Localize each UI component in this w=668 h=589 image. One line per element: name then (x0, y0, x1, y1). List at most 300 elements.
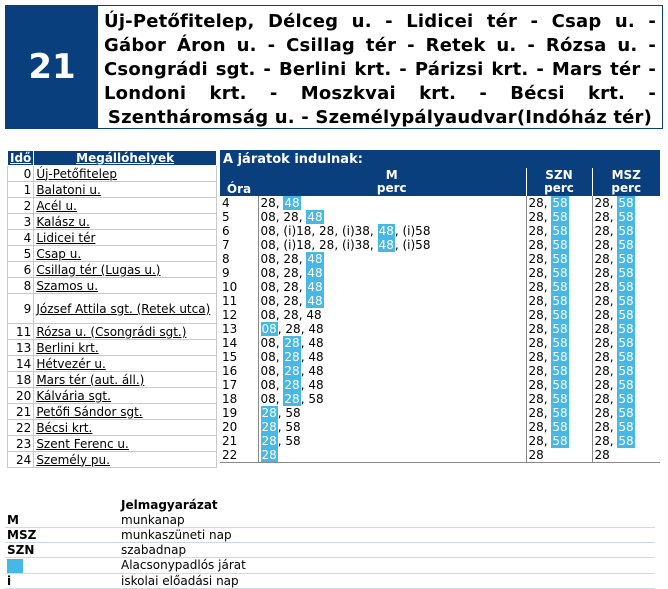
stop-link[interactable]: Csap u. (34, 246, 217, 262)
low-floor-departure-minute: 28 (284, 392, 300, 406)
minute-separator: , (543, 420, 552, 434)
departures-msz-cell (592, 210, 660, 224)
minute-separator: , (369, 224, 378, 238)
departures-szn-cell (526, 294, 592, 308)
legend-row (5, 573, 655, 588)
stop-link[interactable]: Petőfi Sándor sgt. (34, 404, 217, 420)
departure-minute: 28 (528, 448, 544, 462)
departures-m-cell (258, 224, 526, 238)
low-floor-departure-minute: 58 (618, 308, 634, 322)
low-floor-departure-minute: 58 (618, 336, 634, 350)
departure-row (220, 322, 660, 336)
col-m-label: M (385, 168, 398, 182)
departures-szn-cell (526, 280, 592, 294)
minute-separator: , (298, 266, 307, 280)
departure-row (220, 420, 660, 434)
departure-row (220, 448, 660, 463)
departure-minute: 28 (594, 392, 610, 406)
low-floor-departure-minute: 58 (618, 364, 634, 378)
low-floor-departure-minute: 58 (618, 238, 634, 252)
low-floor-departure-minute: 28 (261, 420, 277, 434)
minute-separator: , (275, 238, 284, 252)
minute-separator: , (609, 252, 618, 266)
departure-row (220, 434, 660, 448)
stop-time: 5 (8, 246, 34, 262)
departure-hour: 13 (220, 322, 258, 336)
minute-separator: , (609, 420, 618, 434)
low-floor-departure-minute: 58 (618, 252, 634, 266)
departures-szn-cell (526, 392, 592, 406)
legend (5, 497, 655, 589)
minute-separator: , (609, 406, 618, 420)
stop-time: 2 (8, 198, 34, 214)
departures-szn-cell (526, 266, 592, 280)
minute-separator: , (543, 266, 552, 280)
stop-link[interactable]: Lidicei tér (34, 230, 217, 246)
low-floor-departure-minute: 28 (284, 378, 300, 392)
departure-minute: 48 (308, 336, 324, 350)
legend-key (5, 558, 119, 574)
departure-minute: 28 (528, 392, 544, 406)
departures-szn-cell (526, 252, 592, 266)
departures-msz-cell (592, 448, 660, 463)
legend-key: SZN (5, 543, 119, 558)
departure-row (220, 336, 660, 350)
stop-row (8, 246, 217, 262)
stop-row (8, 166, 217, 182)
departure-minute: 28 (260, 196, 276, 210)
departures-m-cell (258, 322, 526, 336)
stop-row (8, 372, 217, 388)
departures-szn-cell (526, 420, 592, 434)
minute-separator: , (277, 406, 286, 420)
minute-separator: , (275, 378, 284, 392)
departures-msz-cell (592, 294, 660, 308)
low-floor-departure-minute: 58 (552, 210, 568, 224)
departures-msz-cell (592, 224, 660, 238)
minute-separator: , (609, 294, 618, 308)
departures-msz-cell (592, 238, 660, 252)
departure-row (220, 378, 660, 392)
departure-hour: 7 (220, 238, 258, 252)
departures-m-cell (258, 378, 526, 392)
minute-separator: , (609, 266, 618, 280)
departure-hour: 20 (220, 420, 258, 434)
departure-minute: 08 (260, 266, 276, 280)
departure-minute: 28 (528, 210, 544, 224)
departure-minute: 28 (594, 196, 610, 210)
stop-time: 23 (8, 436, 34, 452)
stop-row (8, 436, 217, 452)
departure-minute: 28 (594, 224, 610, 238)
stop-link[interactable]: Hétvezér u. (34, 356, 217, 372)
departure-minute: 28 (594, 420, 610, 434)
low-floor-departure-minute: 58 (552, 420, 568, 434)
stop-row (8, 294, 217, 324)
departure-minute: 48 (306, 308, 322, 322)
departure-minute: 28 (283, 210, 299, 224)
minute-separator: , (300, 364, 309, 378)
departure-row (220, 308, 660, 322)
minute-separator: , (275, 196, 284, 210)
departure-minute: 28 (594, 252, 610, 266)
stop-link[interactable]: Balatoni u. (34, 182, 217, 198)
minute-separator: , (298, 210, 307, 224)
departure-minute: 28 (528, 224, 544, 238)
legend-key: M (5, 513, 119, 528)
minute-separator: , (311, 224, 320, 238)
departure-minute: 08 (260, 252, 276, 266)
stop-link[interactable]: Kálvária sgt. (34, 388, 217, 404)
departure-minute: 28 (528, 294, 544, 308)
stop-row (8, 182, 217, 198)
stop-row (8, 262, 217, 278)
low-floor-departure-minute: 58 (552, 322, 568, 336)
stop-time: 9 (8, 294, 34, 324)
departure-minute: (i)58 (402, 224, 431, 238)
legend-body (5, 513, 655, 588)
departure-hour: 9 (220, 266, 258, 280)
departures-szn-cell (526, 308, 592, 322)
low-floor-departure-minute: 58 (552, 364, 568, 378)
legend-desc: iskolai előadási nap (119, 573, 655, 588)
stop-row (8, 278, 217, 294)
stops-table (7, 150, 217, 468)
low-floor-departure-minute: 48 (284, 196, 300, 210)
low-floor-departure-minute: 58 (552, 266, 568, 280)
minute-separator: , (275, 364, 284, 378)
departure-minute: 28 (594, 322, 610, 336)
minute-separator: , (275, 224, 284, 238)
col-szn (526, 168, 592, 196)
departures-szn-cell (526, 406, 592, 420)
legend-row (5, 528, 655, 543)
departure-hour: 18 (220, 392, 258, 406)
stop-time: 13 (8, 340, 34, 356)
departures-m-cell (258, 294, 526, 308)
departures-m-cell (258, 336, 526, 350)
departure-row (220, 252, 660, 266)
low-floor-departure-minute: 48 (307, 294, 323, 308)
low-floor-departure-minute: 58 (618, 294, 634, 308)
departure-minute: 28 (528, 350, 544, 364)
departures-m-cell (258, 280, 526, 294)
stop-time: 6 (8, 262, 34, 278)
stop-row (8, 214, 217, 230)
departure-minute: 58 (285, 434, 301, 448)
departure-minute: (i)18 (283, 224, 312, 238)
low-floor-departure-minute: 48 (307, 266, 323, 280)
departure-minute: 28 (594, 350, 610, 364)
low-floor-departure-minute: 58 (618, 350, 634, 364)
stop-link[interactable]: Kalász u. (34, 214, 217, 230)
stop-row (8, 198, 217, 214)
stop-time: 24 (8, 452, 34, 468)
minute-separator: , (609, 280, 618, 294)
stop-link[interactable]: Személy pu. (34, 452, 217, 468)
low-floor-departure-minute: 08 (261, 322, 277, 336)
low-floor-departure-minute: 58 (552, 350, 568, 364)
low-floor-departure-minute: 58 (552, 224, 568, 238)
departure-hour: 10 (220, 280, 258, 294)
minute-separator: , (543, 336, 552, 350)
low-floor-departure-minute: 28 (261, 434, 277, 448)
departures-msz-cell (592, 280, 660, 294)
minute-separator: , (543, 406, 552, 420)
minute-separator: , (275, 294, 284, 308)
minute-separator: , (394, 224, 403, 238)
departures-m-cell (258, 238, 526, 252)
departure-minute: 08 (260, 364, 276, 378)
departure-minute: 28 (283, 252, 299, 266)
minute-separator: , (543, 238, 552, 252)
minute-separator: , (298, 252, 307, 266)
departure-hour: 14 (220, 336, 258, 350)
low-floor-departure-minute: 28 (261, 406, 277, 420)
departure-minute: 08 (260, 378, 276, 392)
stop-link[interactable]: Szent Ferenc u. (34, 436, 217, 452)
departure-minute: 28 (528, 308, 544, 322)
departure-minute: 28 (319, 224, 335, 238)
legend-title: Jelmagyarázat (121, 498, 218, 512)
minute-separator: , (311, 238, 320, 252)
departure-minute: 28 (285, 322, 301, 336)
departure-minute: 28 (594, 294, 610, 308)
departure-minute: 08 (260, 210, 276, 224)
departures-title: A járatok indulnak: (220, 150, 660, 168)
departure-minute: 58 (285, 420, 301, 434)
stop-time: 22 (8, 420, 34, 436)
low-floor-departure-minute: 58 (618, 196, 634, 210)
departures-m-cell (258, 448, 526, 463)
departures-szn-cell (526, 196, 592, 210)
low-floor-departure-minute: 58 (552, 294, 568, 308)
departure-minute: 28 (528, 322, 544, 336)
departure-minute: 28 (528, 238, 544, 252)
minute-separator: , (543, 378, 552, 392)
minute-separator: , (277, 420, 286, 434)
col-msz (592, 168, 660, 196)
low-floor-departure-minute: 58 (552, 392, 568, 406)
departure-minute: 28 (594, 280, 610, 294)
stop-time: 20 (8, 388, 34, 404)
departure-minute: 28 (594, 238, 610, 252)
legend-row (5, 558, 655, 574)
departures-msz-cell (592, 378, 660, 392)
departures-szn-cell (526, 322, 592, 336)
minute-separator: , (275, 336, 284, 350)
legend-key: i (5, 573, 119, 588)
departure-minute: 28 (594, 378, 610, 392)
departure-minute: 28 (594, 406, 610, 420)
departure-hour: 19 (220, 406, 258, 420)
low-floor-departure-minute: 48 (307, 210, 323, 224)
minute-separator: , (543, 224, 552, 238)
low-floor-departure-minute: 58 (618, 210, 634, 224)
departure-minute: 28 (594, 434, 610, 448)
minute-separator: , (543, 364, 552, 378)
departure-row (220, 266, 660, 280)
departure-hour: 16 (220, 364, 258, 378)
minute-separator: , (275, 210, 284, 224)
departure-minute: 28 (528, 364, 544, 378)
departures-m-cell (258, 420, 526, 434)
departure-minute: 28 (594, 364, 610, 378)
departure-minute: 28 (283, 308, 299, 322)
minute-separator: , (543, 392, 552, 406)
low-floor-departure-minute: 48 (307, 280, 323, 294)
minute-separator: , (543, 294, 552, 308)
stop-time: 1 (8, 182, 34, 198)
low-floor-departure-minute: 58 (618, 224, 634, 238)
departure-minute: (i)38 (341, 224, 370, 238)
departures-msz-cell (592, 196, 660, 210)
departure-hour: 11 (220, 294, 258, 308)
stop-link[interactable]: Csillag tér (Lugas u.) (34, 262, 217, 278)
minute-separator: , (609, 210, 618, 224)
departure-hour: 15 (220, 350, 258, 364)
departure-minute: 28 (283, 294, 299, 308)
stop-link[interactable]: Új-Petőfitelep (34, 166, 217, 182)
minute-separator: , (543, 322, 552, 336)
departures-body (220, 196, 660, 463)
low-floor-departure-minute: 58 (618, 406, 634, 420)
departure-minute: 28 (528, 252, 544, 266)
minute-separator: , (543, 210, 552, 224)
stop-time: 14 (8, 356, 34, 372)
stop-row (8, 420, 217, 436)
departures-msz-cell (592, 420, 660, 434)
legend-key: MSZ (5, 528, 119, 543)
stops-header-stop: Megállóhelyek (34, 151, 217, 166)
route-number: 21 (6, 6, 98, 128)
stop-link[interactable]: Szamos u. (34, 278, 217, 294)
low-floor-departure-minute: 58 (552, 308, 568, 322)
minute-separator: , (609, 434, 618, 448)
minute-separator: , (275, 392, 284, 406)
departure-minute: 08 (260, 392, 276, 406)
departure-hour: 6 (220, 224, 258, 238)
departure-minute: 08 (260, 238, 276, 252)
low-floor-departure-minute: 58 (618, 434, 634, 448)
departures-szn-cell (526, 364, 592, 378)
stop-time: 3 (8, 214, 34, 230)
departures-szn-cell (526, 238, 592, 252)
departures-table (220, 150, 660, 463)
route-header (5, 5, 663, 129)
stop-link[interactable]: Mars tér (aut. áll.) (34, 372, 217, 388)
col-msz-label: MSZ (611, 168, 641, 182)
departures-szn-cell (526, 336, 592, 350)
legend-row (5, 513, 655, 528)
departure-minute: (i)38 (341, 238, 370, 252)
stop-time: 4 (8, 230, 34, 246)
minute-separator: , (275, 280, 284, 294)
departures-szn-cell (526, 350, 592, 364)
departure-hour: 5 (220, 210, 258, 224)
legend-desc: szabadnap (119, 543, 655, 558)
departure-minute: (i)18 (283, 238, 312, 252)
departures-m-cell (258, 252, 526, 266)
minute-separator: , (543, 252, 552, 266)
departure-minute: 28 (528, 434, 544, 448)
minute-separator: , (275, 252, 284, 266)
low-floor-departure-minute: 58 (552, 238, 568, 252)
departure-hour: 21 (220, 434, 258, 448)
departures-szn-cell (526, 224, 592, 238)
low-floor-departure-minute: 58 (618, 392, 634, 406)
legend-desc: munkaszüneti nap (119, 528, 655, 543)
low-floor-departure-minute: 48 (378, 224, 394, 238)
departures-msz-cell (592, 350, 660, 364)
stop-time: 18 (8, 372, 34, 388)
departure-minute: 28 (528, 196, 544, 210)
stop-link[interactable]: Bécsi krt. (34, 420, 217, 436)
departure-row (220, 406, 660, 420)
departure-row (220, 196, 660, 210)
minute-separator: , (369, 238, 378, 252)
departures-msz-cell (592, 406, 660, 420)
stop-link[interactable]: Acél u. (34, 198, 217, 214)
low-floor-departure-minute: 58 (618, 280, 634, 294)
departure-row (220, 294, 660, 308)
departure-minute: 48 (308, 378, 324, 392)
minute-separator: , (609, 322, 618, 336)
minute-separator: , (609, 378, 618, 392)
departure-row (220, 224, 660, 238)
departures-m-cell (258, 308, 526, 322)
low-floor-departure-minute: 28 (284, 350, 300, 364)
departures-m-cell (258, 196, 526, 210)
stops-header-time: Idő (8, 151, 34, 166)
legend-desc: Alacsonypadlós járat (119, 558, 655, 574)
minute-separator: , (609, 364, 618, 378)
minute-separator: , (609, 392, 618, 406)
low-floor-departure-minute: 28 (261, 448, 277, 462)
departure-minute: 28 (594, 448, 610, 462)
legend-desc: munkanap (119, 513, 655, 528)
stop-link[interactable]: Berlini krt. (34, 340, 217, 356)
low-floor-departure-minute: 28 (284, 336, 300, 350)
minute-separator: , (609, 196, 618, 210)
departure-minute: 28 (528, 378, 544, 392)
departures-msz-cell (592, 434, 660, 448)
minute-separator: , (334, 238, 342, 252)
stop-row (8, 388, 217, 404)
minute-separator: , (300, 350, 309, 364)
stop-time: 11 (8, 324, 34, 340)
low-floor-departure-minute: 58 (618, 322, 634, 336)
low-floor-departure-minute: 28 (284, 364, 300, 378)
departure-minute: 28 (594, 308, 610, 322)
stop-link[interactable]: Rózsa u. (Csongrádi sgt.) (34, 324, 217, 340)
departure-minute: 08 (260, 280, 276, 294)
departures-szn-cell (526, 448, 592, 463)
departures-m-cell (258, 210, 526, 224)
minute-separator: , (275, 266, 284, 280)
low-floor-departure-minute: 58 (552, 196, 568, 210)
minute-separator: , (275, 308, 284, 322)
stop-row (8, 340, 217, 356)
departures-m-cell (258, 266, 526, 280)
departures-msz-cell (592, 252, 660, 266)
departures-szn-cell (526, 210, 592, 224)
departures-msz-cell (592, 266, 660, 280)
low-floor-departure-minute: 58 (618, 378, 634, 392)
low-floor-departure-minute: 58 (552, 406, 568, 420)
minute-separator: , (300, 336, 309, 350)
stop-link[interactable]: József Attila sgt. (Retek utca) (34, 294, 217, 324)
